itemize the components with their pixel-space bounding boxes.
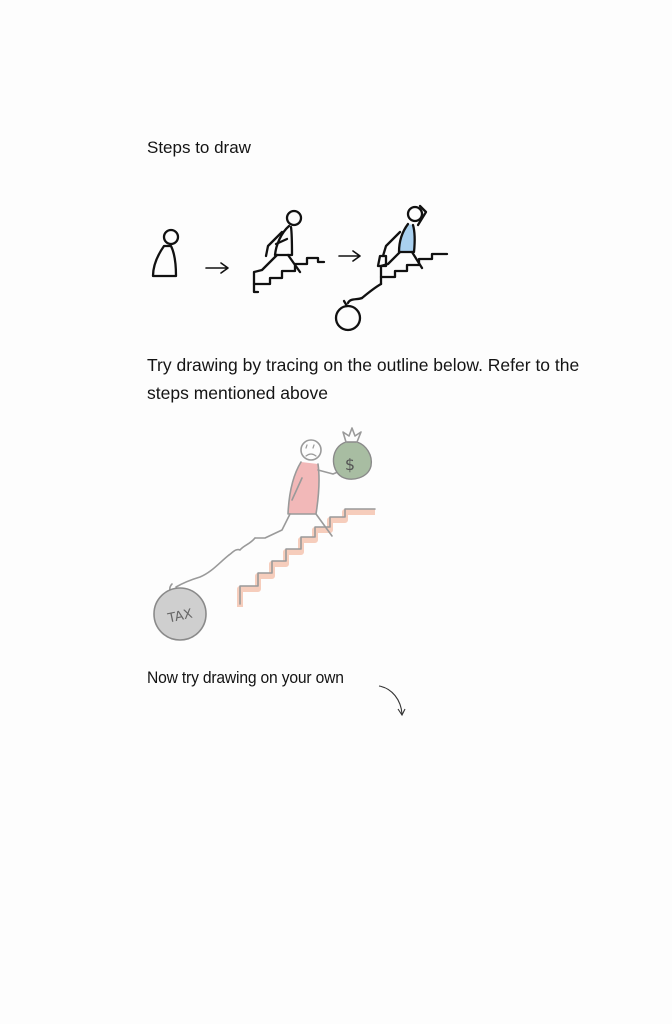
tracing-instructions: Try drawing by tracing on the outline below. Refer to the steps mentioned above <box>147 355 580 403</box>
bag-label: $ <box>344 455 356 474</box>
page-heading: Steps to draw <box>147 138 251 157</box>
weight-label: TAX <box>166 606 194 627</box>
draw-own-prompt: Now try drawing on your own <box>147 668 344 687</box>
drawing-area[interactable] <box>140 725 540 985</box>
